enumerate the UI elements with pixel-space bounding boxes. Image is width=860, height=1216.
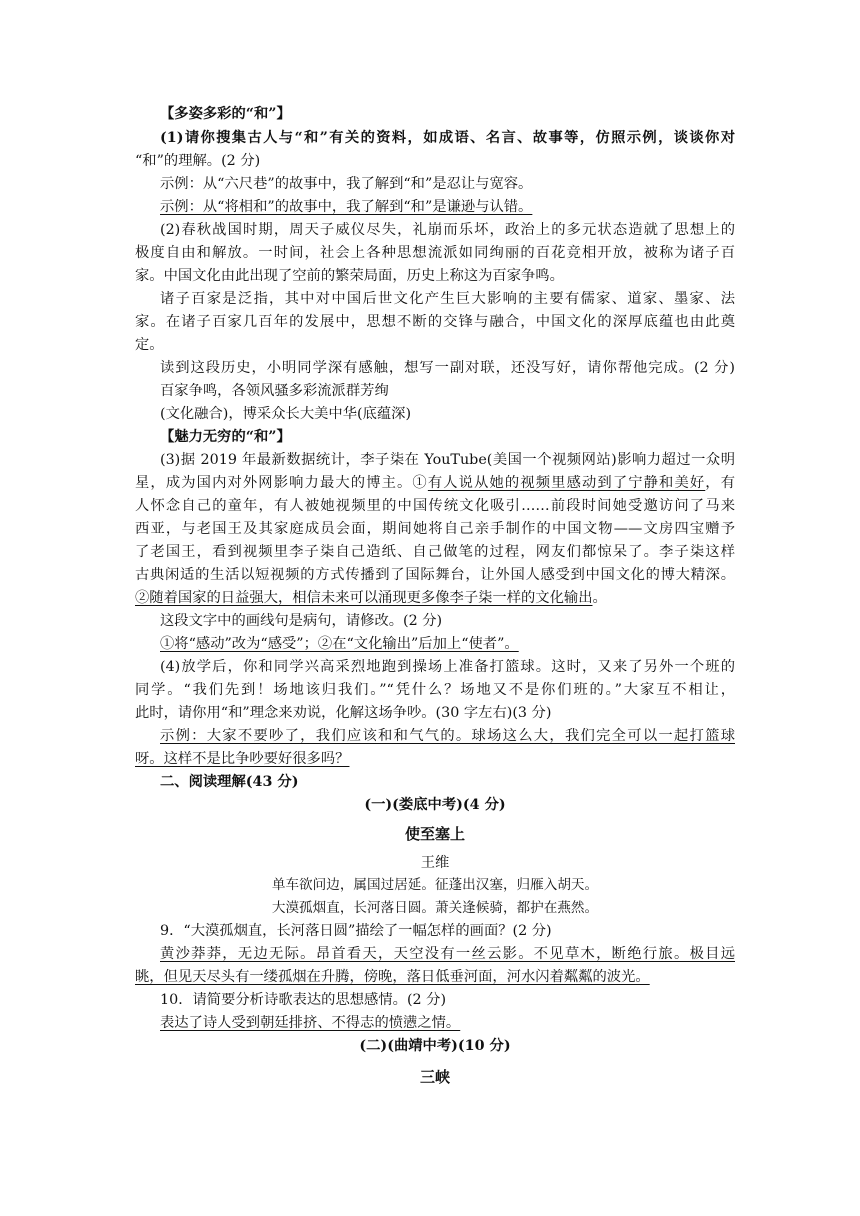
question-3-line-4: 西亚，与老国王及其家庭成员会面，期间她将自己亲手制作的中国文物——文房四宝赠予 — [135, 521, 735, 537]
question-10-prompt: 10．请简要分析诗歌表达的思想感情。(2 分) — [160, 992, 447, 1008]
question-2-passage-line-6: 定。 — [135, 337, 164, 353]
question-4-answer-line-2: 呀。这样不是比争吵要好很多吗？ — [135, 751, 350, 767]
question-9-answer-line-1: 黄沙莽莽，无边无际。昂首看天，天空没有一丝云影。不见草木，断绝行旅。极目远 — [160, 946, 735, 962]
question-3-line-7 — [135, 587, 735, 609]
question-2-prompt: 读到这段历史，小明同学深有感触，想写一副对联，还没写好，请你帮他完成。(2 分) — [160, 360, 735, 376]
faulty-sentence-2: ②随着国家的日益强大，相信未来可以涌现更多像李子柒一样的文化输出 — [135, 590, 593, 606]
part-2-heading: 二、阅读理解(43 分) — [160, 774, 299, 790]
question-2-passage-line-3: 家。中国文化由此出现了空前的繁荣局面，历史上称这为百家争鸣。 — [135, 268, 564, 284]
question-1-answer: 示例：从“将相和”的故事中，我了解到“和”是谦逊与认错。 — [160, 199, 533, 215]
faulty-sentence-1: 有人说从她的视频里感动到了宁静和美好 — [427, 475, 706, 491]
question-2-passage-line-4: 诸子百家是泛指，其中对中国后世文化产生巨大影响的主要有儒家、道家、墨家、法 — [160, 291, 735, 307]
question-4-answer-line-1: 示例：大家不要吵了，我们应该和和气气的。球场这么大，我们完全可以一起打篮球 — [160, 728, 735, 744]
section-heading-charm: 【魅力无穷的“和”】 — [160, 429, 291, 445]
subsection-1-heading: (一)(娄底中考)(4 分) — [364, 797, 506, 813]
question-3-line-6: 古典闲适的生活以短视频的方式传播到了国际舞台，让外国人感受到中国文化的博大精深。 — [135, 567, 735, 583]
question-2-couplet-upper: 百家争鸣，各领风骚多彩流派群芳绚 — [160, 383, 389, 399]
poem-line-1: 单车欲问边，属国过居延。征蓬出汉塞，归雁入胡天。 — [271, 877, 599, 893]
poem-title: 使至塞上 — [404, 825, 465, 843]
question-9-prompt: 9．“大漠孤烟直，长河落日圆”描绘了一幅怎样的画面？(2 分) — [160, 923, 552, 939]
question-3-line-2-end: ，有 — [705, 475, 736, 491]
question-3-line-3: 人怀念自己的童年，有人被她视频里的中国传统文化吸引……前段时间她受邀访问了马来 — [135, 498, 735, 514]
question-4-line-1: (4)放学后，你和同学兴高采烈地跑到操场上准备打篮球。这时，又来了另外一个班的 — [160, 659, 735, 675]
question-3-line-2-start: 星，成为国内对外网影响力最大的博主。① — [135, 475, 428, 491]
question-3-prompt: 这段文字中的画线句是病句，请修改。(2 分) — [160, 613, 443, 629]
question-4-line-3: 此时，请你用“和”理念来劝说，化解这场争吵。(30 字左右)(3 分) — [135, 705, 552, 721]
question-3-line-7-end: 。 — [592, 590, 607, 606]
question-2-couplet-lower: (文化融合)，博采众长大美中华(底蕴深) — [160, 406, 412, 422]
question-3-line-1: (3)据 2019 年最新数据统计，李子柒在 YouTube(美国一个视频网站)影响力超过一众明 — [160, 452, 735, 468]
question-1-line-2: “和”的理解。(2 分) — [135, 153, 261, 169]
subsection-2-heading: (二)(曲靖中考)(10 分) — [359, 1038, 511, 1054]
question-1-line-1: (1)请你搜集古人与“和”有关的资料，如成语、名言、故事等，仿照示例，谈谈你对 — [160, 130, 735, 146]
question-2-passage-line-2: 极度自由和解放。一时间，社会上各种思想流派如同绚丽的百花竞相开放，被称为诸子百 — [135, 245, 735, 261]
question-3-line-2 — [135, 472, 735, 494]
question-2-passage-line-1: (2)春秋战国时期，周天子威仪尽失，礼崩而乐坏，政治上的多元状态造就了思想上的 — [160, 222, 735, 238]
question-10-answer: 表达了诗人受到朝廷排挤、不得志的愤懑之情。 — [160, 1015, 461, 1031]
question-3-line-5: 了老国王，看到视频里李子柒自己造纸、自己做笔的过程，网友们都惊呆了。李子柒这样 — [135, 544, 735, 560]
question-2-passage-line-5: 家。在诸子百家几百年的发展中，思想不断的交锋与融合，中国文化的深厚底蕴也由此奠 — [135, 314, 735, 330]
question-4-line-2: 同学。“我们先到！场地该归我们。”“凭什么？场地又不是你们班的。”大家互不相让， — [135, 682, 735, 698]
poem-line-2: 大漠孤烟直，长河落日圆。萧关逢候骑，都护在燕然。 — [271, 900, 599, 916]
question-9-answer-line-2: 眺，但见天尽头有一缕孤烟在升腾，傍晚，落日低垂河面，河水闪着粼粼的波光。 — [135, 969, 650, 985]
poem-author: 王维 — [420, 855, 450, 871]
passage-title: 三峡 — [419, 1068, 450, 1086]
section-heading-harmony: 【多姿多彩的“和”】 — [160, 106, 291, 122]
question-3-answer: ①将“感动”改为“感受”；②在“文化输出”后加上“使者”。 — [160, 636, 519, 652]
question-1-example: 示例：从“六尺巷”的故事中，我了解到“和”是忍让与宽容。 — [160, 176, 533, 192]
